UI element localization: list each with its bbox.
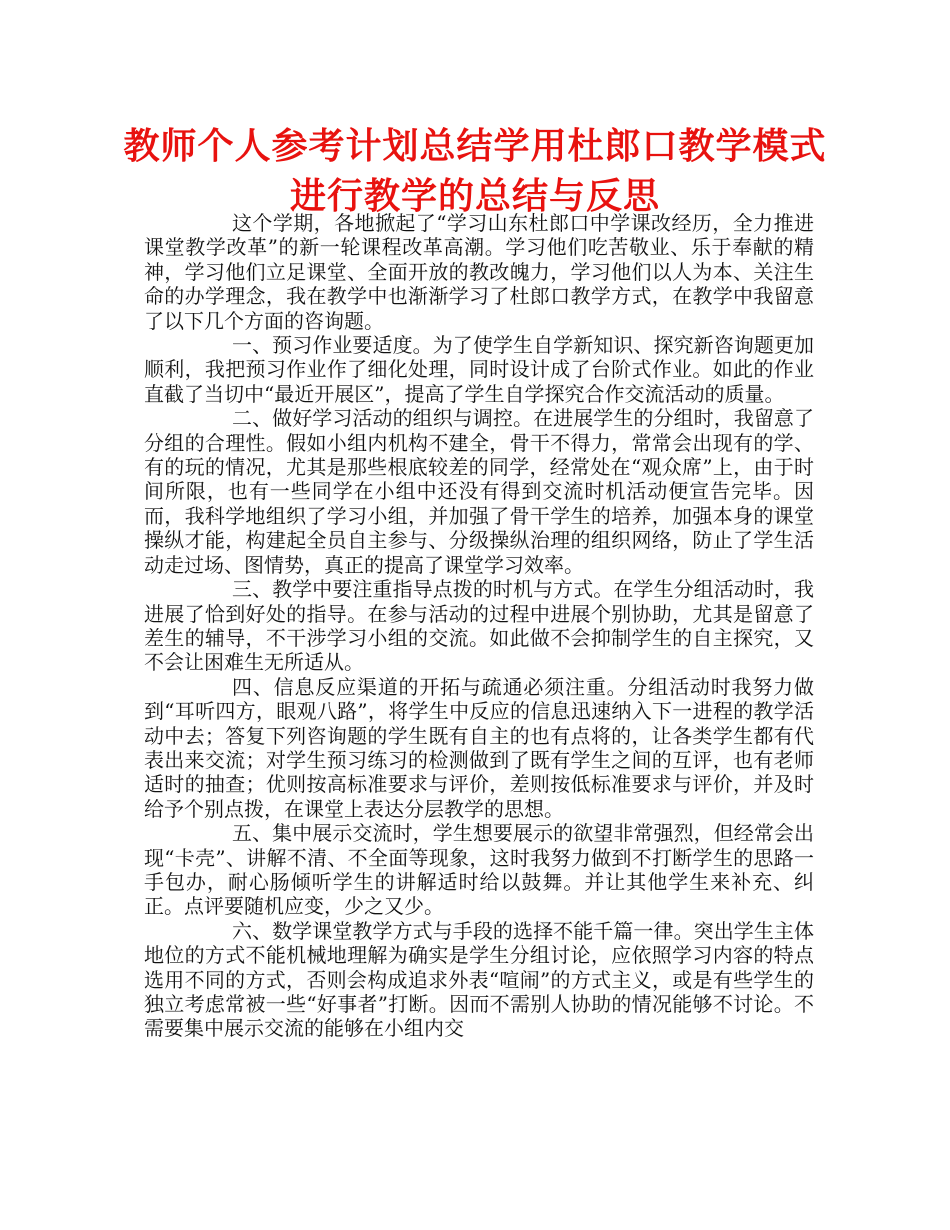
document-body (144, 211, 814, 1041)
paragraph-3-guidance-timing: 三、教学中要注重指导点拨的时机与方式。在学生分组活动时，我进展了恰到好处的指导。在参与活动的过程中进展个别协助，尤其是留意了差生的辅导，不干涉学习小组的交流。如此做不会抑制学生的自主探究，又不会让困难生无所适从。 (144, 577, 814, 675)
paragraph-5-presentation-exchange: 五、集中展示交流时，学生想要展示的欲望非常强烈，但经常会出现“卡壳”、讲解不清、不全面等现象，这时我努力做到不打断学生的思路一手包办，耐心肠倾听学生的讲解适时给以鼓舞。并让其他学生来补充、纠正。点评要随机应变，少之又少。 (144, 821, 814, 919)
document-title: 教师个人参考计划总结学用杜郎口教学模式进行教学的总结与反思 (123, 126, 827, 217)
paragraph-4-feedback-channels: 四、信息反应渠道的开拓与疏通必须注重。分组活动时我努力做到“耳听四方，眼观八路”，将学生中反应的信息迅速纳入下一进程的教学活动中去；答复下列咨询题的学生既有自主的也有点将的，让各类学生都有代表出来交流；对学生预习练习的检测做到了既有学生之间的互评，也有老师适时的抽查；优则按高标准要求与评价，差则按低标准要求与评价，并及时给予个别点拨，在课堂上表达分层教学的思想。 (144, 674, 814, 821)
paragraph-1-preview-homework: 一、预习作业要适度。为了使学生自学新知识、探究新咨询题更加顺利，我把预习作业作了细化处理，同时设计成了台阶式作业。如此的作业直截了当切中“最近开展区”，提高了学生自学探究合作交流活动的质量。 (144, 333, 814, 406)
paragraph-6-teaching-methods: 六、数学课堂教学方式与手段的选择不能千篇一律。突出学生主体地位的方式不能机械地理解为确实是学生分组讨论，应依照学习内容的特点选用不同的方式，否则会构成追求外表“喧闹”的方式主义，或是有些学生的独立考虑常被一些“好事者”打断。因而不需别人协助的情况能够不讨论。不需要集中展示交流的能够在小组内交 (144, 918, 814, 1041)
paragraph-2-activity-organization: 二、做好学习活动的组织与调控。在进展学生的分组时，我留意了分组的合理性。假如小组内机构不建全，骨干不得力，常常会出现有的学、有的玩的情况，尤其是那些根底较差的同学，经常处在“观众席”上，由于时间所限，也有一些同学在小组中还没有得到交流时机活动便宣告完毕。因而，我科学地组织了学习小组，并加强了骨干学生的培养，加强本身的课堂操纵才能，构建起全员自主参与、分级操纵治理的组织网络，防止了学生活动走过场、图情势，真正的提高了课堂学习效率。 (144, 406, 814, 577)
intro-paragraph: 这个学期，各地掀起了“学习山东杜郎口中学课改经历，全力推进课堂教学改革”的新一轮课程改革高潮。学习他们吃苦敬业、乐于奉献的精神，学习他们立足课堂、全面开放的教改魄力，学习他们以人为本、关注生命的办学理念，我在教学中也渐渐学习了杜郎口教学方式，在教学中我留意了以下几个方面的咨询题。 (144, 211, 814, 333)
